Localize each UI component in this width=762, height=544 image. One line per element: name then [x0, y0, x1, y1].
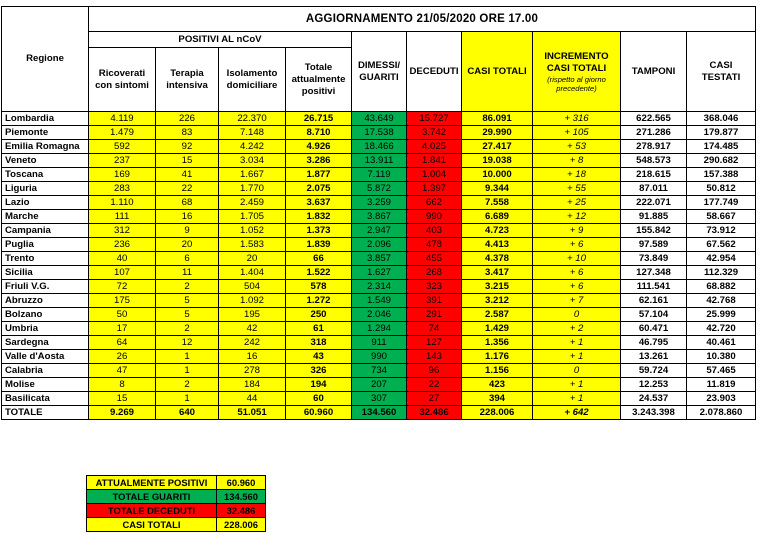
cell-isolamento: 1.667 [219, 168, 286, 182]
cell-incremento: + 10 [533, 252, 621, 266]
cell-isolamento: 3.034 [219, 154, 286, 168]
cell-tamponi: 87.011 [621, 182, 687, 196]
cell-dimessi: 5.872 [352, 182, 407, 196]
cell-casi-totali: 1.176 [462, 350, 533, 364]
cell-dimessi: 3.857 [352, 252, 407, 266]
cell-ricoverati: 17 [89, 322, 156, 336]
cell-regione: Puglia [2, 238, 89, 252]
cell-casi-totali: 4.413 [462, 238, 533, 252]
cell-dimessi: 734 [352, 364, 407, 378]
cell-regione: Molise [2, 378, 89, 392]
cell-casi-totali: 6.689 [462, 210, 533, 224]
cell-isolamento: 51.051 [219, 406, 286, 420]
cell-totale-positivi: 60 [286, 392, 352, 406]
cell-incremento: + 55 [533, 182, 621, 196]
cell-dimessi: 134.560 [352, 406, 407, 420]
cell-totale-positivi: 3.286 [286, 154, 352, 168]
cell-terapia: 83 [156, 126, 219, 140]
cell-incremento: + 105 [533, 126, 621, 140]
table-row [2, 168, 756, 182]
cell-tamponi: 111.541 [621, 280, 687, 294]
cell-tamponi: 218.615 [621, 168, 687, 182]
cell-ricoverati: 175 [89, 294, 156, 308]
summary-value: 134.560 [217, 490, 266, 504]
cell-terapia: 9 [156, 224, 219, 238]
cell-regione: TOTALE [2, 406, 89, 420]
cell-incremento: + 1 [533, 350, 621, 364]
cell-terapia: 20 [156, 238, 219, 252]
cell-tamponi: 13.261 [621, 350, 687, 364]
summary-row [87, 490, 266, 504]
cell-ricoverati: 237 [89, 154, 156, 168]
cell-ricoverati: 236 [89, 238, 156, 252]
cell-regione: Trento [2, 252, 89, 266]
cell-totale-positivi: 1.877 [286, 168, 352, 182]
cell-ricoverati: 40 [89, 252, 156, 266]
cell-tamponi: 155.842 [621, 224, 687, 238]
cell-incremento: + 53 [533, 140, 621, 154]
cell-incremento: + 1 [533, 378, 621, 392]
table-row [2, 392, 756, 406]
header-regione: Regione [2, 7, 89, 112]
cell-casi-testati: 157.388 [687, 168, 756, 182]
cell-regione: Lombardia [2, 112, 89, 126]
cell-totale-positivi: 1.522 [286, 266, 352, 280]
cell-regione: Liguria [2, 182, 89, 196]
cell-incremento: + 9 [533, 224, 621, 238]
header-terapia: Terapia intensiva [156, 48, 219, 112]
cell-tamponi: 62.161 [621, 294, 687, 308]
header-casi-testati: CASI TESTATI [687, 32, 756, 112]
cell-casi-totali: 86.091 [462, 112, 533, 126]
cell-casi-testati: 40.461 [687, 336, 756, 350]
table-row [2, 308, 756, 322]
cell-terapia: 2 [156, 378, 219, 392]
cell-regione: Umbria [2, 322, 89, 336]
cell-incremento: + 6 [533, 266, 621, 280]
cell-casi-totali: 27.417 [462, 140, 533, 154]
cell-casi-testati: 57.465 [687, 364, 756, 378]
cell-isolamento: 20 [219, 252, 286, 266]
summary-value: 228.006 [217, 518, 266, 532]
cell-casi-testati: 177.749 [687, 196, 756, 210]
cell-isolamento: 242 [219, 336, 286, 350]
table-row [2, 280, 756, 294]
cell-ricoverati: 592 [89, 140, 156, 154]
cell-totale-positivi: 1.272 [286, 294, 352, 308]
cell-casi-totali: 4.723 [462, 224, 533, 238]
cell-tamponi: 57.104 [621, 308, 687, 322]
totale-row [2, 406, 756, 420]
cell-incremento: + 6 [533, 280, 621, 294]
cell-casi-testati: 73.912 [687, 224, 756, 238]
cell-incremento: + 7 [533, 294, 621, 308]
cell-terapia: 2 [156, 280, 219, 294]
cell-totale-positivi: 3.637 [286, 196, 352, 210]
table-row [2, 154, 756, 168]
cell-casi-totali: 1.356 [462, 336, 533, 350]
cell-ricoverati: 107 [89, 266, 156, 280]
cell-ricoverati: 15 [89, 392, 156, 406]
cell-casi-testati: 23.903 [687, 392, 756, 406]
cell-dimessi: 2.314 [352, 280, 407, 294]
cell-tamponi: 46.795 [621, 336, 687, 350]
cell-casi-totali: 394 [462, 392, 533, 406]
cell-dimessi: 911 [352, 336, 407, 350]
cell-casi-totali: 1.429 [462, 322, 533, 336]
table-row [2, 112, 756, 126]
cell-ricoverati: 50 [89, 308, 156, 322]
cell-casi-testati: 42.768 [687, 294, 756, 308]
header-isolamento: Isolamento domiciliare [219, 48, 286, 112]
cell-dimessi: 207 [352, 378, 407, 392]
cell-tamponi: 12.253 [621, 378, 687, 392]
table-row [2, 238, 756, 252]
cell-casi-testati: 290.682 [687, 154, 756, 168]
cell-ricoverati: 1.479 [89, 126, 156, 140]
table-row [2, 322, 756, 336]
cell-totale-positivi: 1.839 [286, 238, 352, 252]
table-row [2, 266, 756, 280]
cell-tamponi: 59.724 [621, 364, 687, 378]
header-incremento-note: (rispetto al giorno precedente) [547, 74, 606, 93]
cell-terapia: 226 [156, 112, 219, 126]
summary-label: CASI TOTALI [87, 518, 217, 532]
cell-terapia: 22 [156, 182, 219, 196]
cell-isolamento: 278 [219, 364, 286, 378]
header-dimessi: DIMESSI/ GUARITI [352, 32, 407, 112]
table-row [2, 294, 756, 308]
cell-isolamento: 1.770 [219, 182, 286, 196]
cell-terapia: 92 [156, 140, 219, 154]
cell-dimessi: 17.538 [352, 126, 407, 140]
cell-dimessi: 1.627 [352, 266, 407, 280]
cell-terapia: 15 [156, 154, 219, 168]
cell-casi-totali: 2.587 [462, 308, 533, 322]
cell-regione: Veneto [2, 154, 89, 168]
cell-deceduti: 268 [407, 266, 462, 280]
cell-deceduti: 1.397 [407, 182, 462, 196]
cell-totale-positivi: 60.960 [286, 406, 352, 420]
cell-casi-totali: 7.558 [462, 196, 533, 210]
cell-deceduti: 15.727 [407, 112, 462, 126]
cell-isolamento: 2.459 [219, 196, 286, 210]
cell-terapia: 1 [156, 392, 219, 406]
cell-regione: Valle d'Aosta [2, 350, 89, 364]
cell-totale-positivi: 194 [286, 378, 352, 392]
summary-row [87, 476, 266, 490]
cell-isolamento: 7.148 [219, 126, 286, 140]
cell-totale-positivi: 8.710 [286, 126, 352, 140]
cell-terapia: 5 [156, 308, 219, 322]
cell-regione: Lazio [2, 196, 89, 210]
summary-row [87, 518, 266, 532]
cell-tamponi: 3.243.398 [621, 406, 687, 420]
cell-dimessi: 13.911 [352, 154, 407, 168]
cell-deceduti: 1.841 [407, 154, 462, 168]
summary-label: TOTALE GUARITI [87, 490, 217, 504]
cell-totale-positivi: 61 [286, 322, 352, 336]
cell-incremento: + 1 [533, 336, 621, 350]
header-ricoverati: Ricoverati con sintomi [89, 48, 156, 112]
table-row [2, 182, 756, 196]
cell-dimessi: 3.259 [352, 196, 407, 210]
cell-incremento: + 2 [533, 322, 621, 336]
cell-casi-testati: 67.562 [687, 238, 756, 252]
cell-regione: Basilicata [2, 392, 89, 406]
cell-regione: Bolzano [2, 308, 89, 322]
cell-incremento: + 316 [533, 112, 621, 126]
cell-ricoverati: 111 [89, 210, 156, 224]
cell-isolamento: 16 [219, 350, 286, 364]
cell-totale-positivi: 66 [286, 252, 352, 266]
cell-terapia: 16 [156, 210, 219, 224]
cell-ricoverati: 1.110 [89, 196, 156, 210]
cell-casi-totali: 3.417 [462, 266, 533, 280]
cell-isolamento: 504 [219, 280, 286, 294]
cell-terapia: 640 [156, 406, 219, 420]
cell-terapia: 1 [156, 364, 219, 378]
cell-terapia: 2 [156, 322, 219, 336]
cell-regione: Toscana [2, 168, 89, 182]
header-tamponi: TAMPONI [621, 32, 687, 112]
cell-isolamento: 42 [219, 322, 286, 336]
cell-dimessi: 18.466 [352, 140, 407, 154]
cell-casi-totali: 9.344 [462, 182, 533, 196]
cell-casi-testati: 10.380 [687, 350, 756, 364]
cell-deceduti: 403 [407, 224, 462, 238]
cell-totale-positivi: 1.832 [286, 210, 352, 224]
table-row [2, 224, 756, 238]
cell-deceduti: 127 [407, 336, 462, 350]
cell-dimessi: 1.294 [352, 322, 407, 336]
summary-label: TOTALE DECEDUTI [87, 504, 217, 518]
cell-tamponi: 73.849 [621, 252, 687, 266]
cell-regione: Marche [2, 210, 89, 224]
cell-regione: Calabria [2, 364, 89, 378]
cell-ricoverati: 9.269 [89, 406, 156, 420]
cell-dimessi: 2.096 [352, 238, 407, 252]
cell-isolamento: 195 [219, 308, 286, 322]
cell-regione: Sicilia [2, 266, 89, 280]
cell-deceduti: 291 [407, 308, 462, 322]
cell-deceduti: 391 [407, 294, 462, 308]
table-row [2, 210, 756, 224]
header-incremento-label: INCREMENTO CASI TOTALI [544, 50, 609, 74]
cell-totale-positivi: 250 [286, 308, 352, 322]
cell-totale-positivi: 318 [286, 336, 352, 350]
table-row [2, 140, 756, 154]
cell-casi-testati: 112.329 [687, 266, 756, 280]
header-positivi-group: POSITIVI AL nCoV [89, 32, 352, 48]
cell-isolamento: 44 [219, 392, 286, 406]
cell-incremento: + 8 [533, 154, 621, 168]
cell-isolamento: 22.370 [219, 112, 286, 126]
cell-casi-testati: 2.078.860 [687, 406, 756, 420]
cell-isolamento: 184 [219, 378, 286, 392]
cell-tamponi: 222.071 [621, 196, 687, 210]
cell-tamponi: 60.471 [621, 322, 687, 336]
table-title: AGGIORNAMENTO 21/05/2020 ORE 17.00 [89, 7, 756, 32]
cell-terapia: 12 [156, 336, 219, 350]
table-row [2, 336, 756, 350]
cell-totale-positivi: 326 [286, 364, 352, 378]
cell-ricoverati: 64 [89, 336, 156, 350]
covid-data-table [1, 6, 756, 420]
cell-casi-totali: 3.212 [462, 294, 533, 308]
cell-casi-totali: 29.990 [462, 126, 533, 140]
cell-isolamento: 1.052 [219, 224, 286, 238]
cell-dimessi: 2.046 [352, 308, 407, 322]
cell-incremento: + 642 [533, 406, 621, 420]
cell-deceduti: 143 [407, 350, 462, 364]
summary-label: ATTUALMENTE POSITIVI [87, 476, 217, 490]
cell-dimessi: 1.549 [352, 294, 407, 308]
cell-casi-totali: 423 [462, 378, 533, 392]
cell-casi-totali: 19.038 [462, 154, 533, 168]
cell-deceduti: 32.486 [407, 406, 462, 420]
cell-tamponi: 97.589 [621, 238, 687, 252]
cell-regione: Sardegna [2, 336, 89, 350]
cell-tamponi: 127.348 [621, 266, 687, 280]
cell-casi-testati: 11.819 [687, 378, 756, 392]
cell-casi-testati: 174.485 [687, 140, 756, 154]
cell-casi-totali: 1.156 [462, 364, 533, 378]
cell-ricoverati: 4.119 [89, 112, 156, 126]
cell-casi-testati: 42.954 [687, 252, 756, 266]
summary-row [87, 504, 266, 518]
cell-terapia: 1 [156, 350, 219, 364]
cell-totale-positivi: 4.926 [286, 140, 352, 154]
table-row [2, 364, 756, 378]
header-totale-positivi: Totale attualmente positivi [286, 48, 352, 112]
cell-ricoverati: 8 [89, 378, 156, 392]
header-incremento [533, 32, 621, 112]
cell-terapia: 68 [156, 196, 219, 210]
cell-incremento: + 18 [533, 168, 621, 182]
cell-deceduti: 22 [407, 378, 462, 392]
cell-incremento: + 6 [533, 238, 621, 252]
cell-tamponi: 278.917 [621, 140, 687, 154]
cell-dimessi: 2.947 [352, 224, 407, 238]
table-row [2, 378, 756, 392]
cell-isolamento: 1.092 [219, 294, 286, 308]
cell-totale-positivi: 43 [286, 350, 352, 364]
cell-dimessi: 307 [352, 392, 407, 406]
cell-casi-testati: 42.720 [687, 322, 756, 336]
cell-casi-testati: 25.999 [687, 308, 756, 322]
cell-deceduti: 74 [407, 322, 462, 336]
cell-casi-testati: 68.882 [687, 280, 756, 294]
cell-ricoverati: 72 [89, 280, 156, 294]
cell-regione: Friuli V.G. [2, 280, 89, 294]
cell-terapia: 5 [156, 294, 219, 308]
cell-dimessi: 7.119 [352, 168, 407, 182]
cell-totale-positivi: 2.075 [286, 182, 352, 196]
header-deceduti: DECEDUTI [407, 32, 462, 112]
cell-deceduti: 662 [407, 196, 462, 210]
table-row [2, 350, 756, 364]
cell-incremento: 0 [533, 364, 621, 378]
cell-casi-testati: 50.812 [687, 182, 756, 196]
table-row [2, 252, 756, 266]
cell-deceduti: 478 [407, 238, 462, 252]
cell-terapia: 11 [156, 266, 219, 280]
cell-isolamento: 1.404 [219, 266, 286, 280]
summary-value: 60.960 [217, 476, 266, 490]
cell-terapia: 6 [156, 252, 219, 266]
cell-casi-totali: 3.215 [462, 280, 533, 294]
cell-tamponi: 548.573 [621, 154, 687, 168]
cell-terapia: 41 [156, 168, 219, 182]
cell-casi-testati: 58.667 [687, 210, 756, 224]
cell-tamponi: 271.286 [621, 126, 687, 140]
cell-deceduti: 96 [407, 364, 462, 378]
cell-isolamento: 1.705 [219, 210, 286, 224]
cell-regione: Emilia Romagna [2, 140, 89, 154]
cell-totale-positivi: 26.715 [286, 112, 352, 126]
cell-ricoverati: 312 [89, 224, 156, 238]
cell-dimessi: 43.649 [352, 112, 407, 126]
cell-deceduti: 455 [407, 252, 462, 266]
cell-ricoverati: 47 [89, 364, 156, 378]
cell-ricoverati: 26 [89, 350, 156, 364]
cell-casi-testati: 368.046 [687, 112, 756, 126]
cell-tamponi: 91.885 [621, 210, 687, 224]
cell-deceduti: 323 [407, 280, 462, 294]
cell-deceduti: 1.004 [407, 168, 462, 182]
cell-regione: Piemonte [2, 126, 89, 140]
cell-isolamento: 4.242 [219, 140, 286, 154]
cell-incremento: 0 [533, 308, 621, 322]
cell-casi-totali: 10.000 [462, 168, 533, 182]
cell-deceduti: 3.742 [407, 126, 462, 140]
cell-totale-positivi: 1.373 [286, 224, 352, 238]
summary-value: 32.486 [217, 504, 266, 518]
cell-deceduti: 990 [407, 210, 462, 224]
cell-ricoverati: 169 [89, 168, 156, 182]
cell-deceduti: 27 [407, 392, 462, 406]
table-row [2, 196, 756, 210]
cell-casi-totali: 228.006 [462, 406, 533, 420]
cell-dimessi: 3.867 [352, 210, 407, 224]
cell-regione: Abruzzo [2, 294, 89, 308]
cell-regione: Campania [2, 224, 89, 238]
cell-ricoverati: 283 [89, 182, 156, 196]
cell-casi-totali: 4.378 [462, 252, 533, 266]
cell-tamponi: 24.537 [621, 392, 687, 406]
cell-dimessi: 990 [352, 350, 407, 364]
cell-totale-positivi: 578 [286, 280, 352, 294]
cell-isolamento: 1.583 [219, 238, 286, 252]
cell-casi-testati: 179.877 [687, 126, 756, 140]
cell-deceduti: 4.025 [407, 140, 462, 154]
cell-tamponi: 622.565 [621, 112, 687, 126]
summary-table [86, 475, 266, 532]
cell-incremento: + 1 [533, 392, 621, 406]
cell-incremento: + 12 [533, 210, 621, 224]
header-casi-totali: CASI TOTALI [462, 32, 533, 112]
cell-incremento: + 25 [533, 196, 621, 210]
table-row [2, 126, 756, 140]
